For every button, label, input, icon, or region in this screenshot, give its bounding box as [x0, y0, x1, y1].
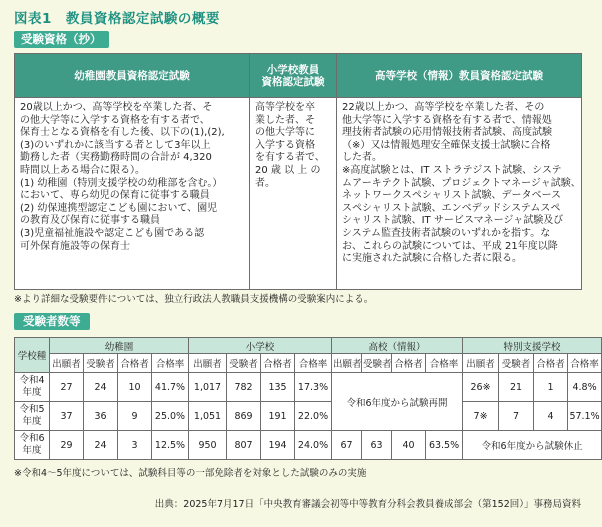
- body-line: お、これらの試験については、平成 21年度以降: [342, 240, 558, 252]
- cell: 40: [392, 431, 426, 460]
- cell: 67: [332, 431, 362, 460]
- cell: 63.5%: [426, 431, 463, 460]
- special-suspend-note: 令和6年度から試験休止: [463, 431, 602, 460]
- header-kindergarten-exam: [15, 54, 250, 98]
- body-line: 高等学校を卒: [255, 102, 315, 113]
- body-line: 勤務した者（実務勤務時間の合計が 4,320: [20, 152, 212, 164]
- subheader-applicants: 出願者: [463, 354, 499, 373]
- cell: 194: [261, 431, 295, 460]
- cell: 17.3%: [295, 373, 332, 402]
- section-label-applicants: 受験者数等: [14, 313, 90, 330]
- cell: 29: [50, 431, 84, 460]
- body-line: 他大学等に入学する資格を有する者で、情報処: [342, 114, 552, 126]
- body-line: の他大学等に: [255, 127, 315, 139]
- highschool-resume-note: 令和6年度から試験再開: [332, 373, 463, 431]
- eligibility-elementary: [250, 98, 337, 290]
- year-cell: [15, 402, 50, 431]
- cell: 25.0%: [152, 402, 189, 431]
- body-line: 入学する資格: [255, 139, 315, 151]
- cell: 63: [362, 431, 392, 460]
- group-highschool-info: 高校（情報）: [332, 338, 463, 354]
- cell: 1: [534, 373, 568, 402]
- subheader-pass-rate: 合格率: [295, 354, 332, 373]
- year-line: 年度: [22, 445, 42, 456]
- group-special-support: 特別支援学校: [463, 338, 602, 354]
- body-line: の教育及び保育に従事する職員: [20, 215, 160, 227]
- subheader-examinees: 受験者: [84, 354, 118, 373]
- group-elementary: 小学校: [189, 338, 332, 354]
- subheader-row: [15, 354, 602, 373]
- cell: 4.8%: [568, 373, 602, 402]
- eligibility-header-row: [15, 54, 582, 98]
- header-line: 幼稚園教員資格認定試験: [74, 69, 190, 82]
- body-line: シャリスト試験、IT サービスマネージャ試験及び: [342, 215, 564, 227]
- body-line: 時間以上ある場合に限る）。: [20, 164, 145, 176]
- figure-number: 図表1: [14, 11, 52, 27]
- body-line: 保育士となる資格を有した後、以下の(1),(2),: [20, 127, 225, 139]
- cell: 4: [534, 402, 568, 431]
- cell: 869: [227, 402, 261, 431]
- body-line: の他大学等に入学する資格を有する者で、: [20, 114, 210, 126]
- cell: 12.5%: [152, 431, 189, 460]
- body-line: ※高度試験とは、IT ストラテジスト試験、システ: [342, 164, 562, 176]
- subheader-examinees: 受験者: [362, 354, 392, 373]
- header-elementary-exam: [250, 54, 337, 98]
- header-line: 高等学校（情報）教員資格認定試験: [375, 69, 543, 82]
- eligibility-highschool-info: [337, 98, 582, 290]
- group-kindergarten: 幼稚園: [50, 338, 189, 354]
- eligibility-kindergarten: [15, 98, 250, 290]
- body-line: 22歳以上かつ、高等学校を卒業した者、その: [342, 102, 545, 113]
- cell: 135: [261, 373, 295, 402]
- cell: 9: [118, 402, 152, 431]
- year-line: 令和6: [19, 433, 45, 444]
- cell: 27: [50, 373, 84, 402]
- body-line: スペシャリスト試験、エンベデッドシステムスペ: [342, 202, 561, 214]
- body-line: において、専ら幼児の保育に従事する職員: [20, 190, 210, 202]
- cell: 7: [499, 402, 534, 431]
- subheader-passed: 合格者: [392, 354, 426, 373]
- subheader-passed: 合格者: [118, 354, 152, 373]
- figure-title: [14, 7, 220, 27]
- table-row-r5: [15, 402, 602, 431]
- body-line: (2) 幼保連携型認定こども園において、園児: [20, 202, 218, 214]
- cell: 782: [227, 373, 261, 402]
- cell: 1,017: [189, 373, 227, 402]
- cell: 3: [118, 431, 152, 460]
- body-line: システム監査技術者試験のいずれかを指す。な: [342, 227, 551, 239]
- cell: 21: [499, 373, 534, 402]
- cell: 36: [84, 402, 118, 431]
- cell: 7※: [463, 402, 499, 431]
- cell: 1,051: [189, 402, 227, 431]
- year-line: 年度: [22, 387, 42, 398]
- subheader-examinees: 受験者: [499, 354, 534, 373]
- cell: 950: [189, 431, 227, 460]
- table-row-r6: [15, 431, 602, 460]
- header-line: 資格認定試験: [261, 75, 325, 88]
- body-line: (3)のいずれかに該当する者として3年以上: [20, 139, 211, 151]
- cell: 26※: [463, 373, 499, 402]
- eligibility-table: [14, 53, 582, 290]
- figure-title-text: 教員資格認定試験の概要: [65, 11, 220, 27]
- cell: 24.0%: [295, 431, 332, 460]
- group-header-row: [15, 338, 602, 354]
- cell: 10: [118, 373, 152, 402]
- cell: 22.0%: [295, 402, 332, 431]
- subheader-pass-rate: 合格率: [152, 354, 189, 373]
- body-line: 理技術者試験の応用情報技術者試験、高度試験: [342, 127, 552, 139]
- header-line: 小学校教員: [266, 63, 320, 76]
- school-type-header: 学校種: [15, 338, 50, 373]
- body-line: に実施された試験に合格した者に限る。: [342, 253, 522, 265]
- subheader-applicants: 出願者: [332, 354, 362, 373]
- year-line: 令和5: [19, 404, 45, 415]
- cell: 37: [50, 402, 84, 431]
- body-line: 者。: [255, 177, 275, 189]
- cell: 41.7%: [152, 373, 189, 402]
- year-cell: [15, 373, 50, 402]
- year-cell: [15, 431, 50, 460]
- body-line: ネットワークスペシャリスト試験、データベース: [342, 190, 561, 202]
- year-line: 年度: [22, 416, 42, 427]
- body-line: （※）又は情報処理安全確保支援士試験に合格: [342, 139, 551, 151]
- applicants-table: [14, 337, 602, 460]
- source-citation: 出典：2025年7月17日「中央教育審議会初等中等教育分科会教員養成部会（第152回）」事務局資料: [154, 499, 581, 510]
- section-label-eligibility: 受験資格（抄）: [14, 31, 109, 48]
- year-line: 令和4: [19, 375, 45, 386]
- cell: 807: [227, 431, 261, 460]
- applicants-note: ※令和4～5年度については、試験科目等の一部免除者を対象とした試験のみの実施: [14, 468, 367, 479]
- body-line: 可外保育施設等の保育士: [20, 240, 130, 252]
- body-line: を有する者で、: [255, 152, 325, 164]
- body-line: ムアーキテクト試験、プロジェクトマネージャ試験、: [342, 177, 581, 189]
- eligibility-note: ※より詳細な受験要件については、独立行政法人教職員支援機構の受験案内による。: [14, 294, 374, 305]
- cell: 57.1%: [568, 402, 602, 431]
- body-line: 20歳以上かつ、高等学校を卒業した者、そ: [20, 102, 213, 113]
- cell: 24: [84, 431, 118, 460]
- body-line: (1) 幼稚園（特別支援学校の幼稚部を含む。）: [20, 177, 223, 189]
- body-line: 20 歳 以 上 の: [255, 164, 321, 176]
- table-row-r4: [15, 373, 602, 402]
- cell: 24: [84, 373, 118, 402]
- subheader-pass-rate: 合格率: [426, 354, 463, 373]
- subheader-applicants: 出願者: [50, 354, 84, 373]
- subheader-passed: 合格者: [261, 354, 295, 373]
- subheader-applicants: 出願者: [189, 354, 227, 373]
- subheader-pass-rate: 合格率: [568, 354, 602, 373]
- subheader-passed: 合格者: [534, 354, 568, 373]
- body-line: 業した者、そ: [255, 114, 315, 126]
- subheader-examinees: 受験者: [227, 354, 261, 373]
- header-highschool-info-exam: [337, 54, 582, 98]
- body-line: した者。: [342, 152, 382, 164]
- eligibility-body-row: [15, 98, 582, 290]
- cell: 191: [261, 402, 295, 431]
- body-line: (3)児童福祉施設や認定こども園である認: [20, 227, 205, 239]
